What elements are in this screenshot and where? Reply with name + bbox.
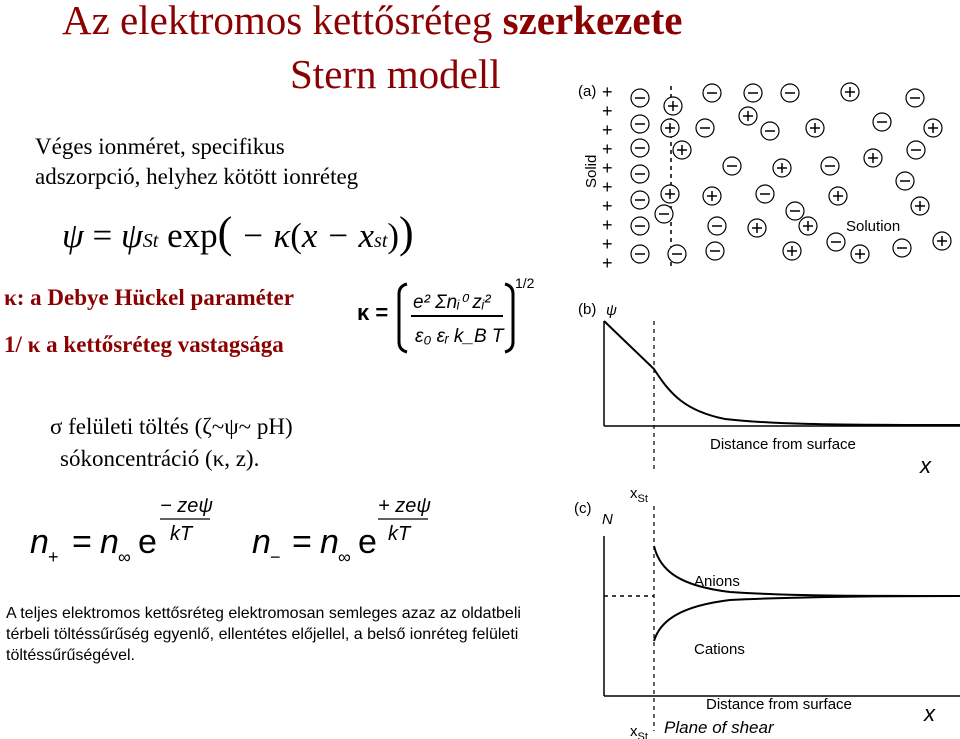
distance-label-c: Distance from surface xyxy=(706,696,852,713)
svg-text:κ =: κ = xyxy=(357,300,389,325)
sigma-line-1: σ felületi töltés (ζ~ψ~ pH) xyxy=(50,414,293,439)
solid-label: Solid xyxy=(583,154,600,188)
anions-label: Anions xyxy=(694,573,740,590)
svg-text:=: = xyxy=(292,523,312,561)
svg-text:n: n xyxy=(252,523,271,561)
surface-plus-charge: + xyxy=(602,177,613,197)
cation-icon xyxy=(748,219,766,237)
surface-plus-charge: + xyxy=(602,82,613,102)
anion-icon xyxy=(706,242,724,260)
xst-label-c: $x_{St}$ xyxy=(630,723,648,739)
surface-plus-charge: + xyxy=(602,253,613,273)
psi-formula: ψ = ψSt exp( − κ(x − xst)) xyxy=(62,208,414,257)
anion-icon xyxy=(723,157,741,175)
intro-line-2: adszorpció, helyhez kötött ionréteg xyxy=(35,164,359,189)
cation-icon xyxy=(911,197,929,215)
kappa-line-2: 1/ κ a kettősréteg vastagsága xyxy=(4,332,284,357)
svg-text:∞: ∞ xyxy=(118,547,131,567)
anion-icon xyxy=(631,245,649,263)
cation-icon xyxy=(806,119,824,137)
svg-text:kT: kT xyxy=(388,523,411,545)
anion-icon xyxy=(786,202,804,220)
anion-icon xyxy=(906,89,924,107)
svg-text:∞: ∞ xyxy=(338,547,351,567)
distance-label-b: Distance from surface xyxy=(710,436,856,453)
anion-icon xyxy=(668,245,686,263)
svg-text:=: = xyxy=(72,523,92,561)
anion-icon xyxy=(696,119,714,137)
cation-icon xyxy=(661,119,679,137)
anion-icon xyxy=(631,191,649,209)
anion-icon xyxy=(631,115,649,133)
anion-icon xyxy=(756,185,774,203)
cation-icon xyxy=(783,242,801,260)
svg-text:ε₀ εᵣ k_B T: ε₀ εᵣ k_B T xyxy=(415,326,504,347)
solution-label: Solution xyxy=(846,218,901,235)
surface-plus-charge: + xyxy=(602,139,613,159)
cation-icon xyxy=(841,83,859,101)
cation-icon xyxy=(933,232,951,250)
panel-a-label: (a) xyxy=(578,83,597,100)
plane-of-shear-label: Plane of shear xyxy=(664,718,774,737)
anion-icon xyxy=(907,141,925,159)
cations-label: Cations xyxy=(694,641,745,658)
cation-icon xyxy=(773,159,791,177)
svg-text:+ zeψ: + zeψ xyxy=(378,495,431,517)
cation-icon xyxy=(664,97,682,115)
x-label-c: x xyxy=(924,701,935,726)
kappa-formula xyxy=(355,272,540,362)
anion-icon xyxy=(781,84,799,102)
cation-curve xyxy=(654,596,960,641)
svg-text:1/2: 1/2 xyxy=(515,275,535,291)
svg-text:n: n xyxy=(320,523,339,561)
anion-icon xyxy=(631,89,649,107)
solution-ions xyxy=(631,83,951,263)
cation-icon xyxy=(851,245,869,263)
svg-text:n: n xyxy=(30,523,49,561)
bottom-note: A teljes elektromos kettősréteg elektromosan semleges azaz az oldatbeli térbeli töltéssűrűség egyenlő, ellentétes előjellel, a belső ionréteg felületi töltéssűrűségével. xyxy=(6,605,521,664)
boltzmann-formulas xyxy=(20,488,440,578)
cation-icon xyxy=(924,119,942,137)
anion-icon xyxy=(761,122,779,140)
surface-plus-charge: + xyxy=(602,215,613,235)
anion-icon xyxy=(708,217,726,235)
surface-plus-charge: + xyxy=(602,120,613,140)
cation-icon xyxy=(739,107,757,125)
anion-icon xyxy=(744,84,762,102)
cation-icon xyxy=(661,185,679,203)
svg-text:e: e xyxy=(138,523,157,561)
anion-icon xyxy=(821,157,839,175)
surface-plus-charge: + xyxy=(602,158,613,178)
svg-text:n: n xyxy=(100,523,119,561)
svg-text:−: − xyxy=(270,547,281,567)
svg-text:e: e xyxy=(358,523,377,561)
cation-icon xyxy=(673,141,691,159)
anion-icon xyxy=(631,165,649,183)
anion-icon xyxy=(896,172,914,190)
page-title xyxy=(62,0,682,44)
svg-text:+: + xyxy=(48,547,59,567)
anion-icon xyxy=(893,239,911,257)
psi-axis-label: ψ xyxy=(606,302,617,319)
anion-icon xyxy=(703,84,721,102)
title-part2: szerkezete xyxy=(502,0,683,43)
cation-icon xyxy=(799,217,817,235)
anion-icon xyxy=(655,205,673,223)
anion-icon xyxy=(873,113,891,131)
anion-icon xyxy=(631,217,649,235)
surface-charges xyxy=(602,82,613,273)
cation-icon xyxy=(829,187,847,205)
svg-text:kT: kT xyxy=(170,523,193,545)
sigma-line-2: sókoncentráció (κ, z). xyxy=(60,446,260,471)
panel-b-label: (b) xyxy=(578,301,597,318)
surface-plus-charge: + xyxy=(602,234,613,254)
svg-text:− zeψ: − zeψ xyxy=(160,495,213,517)
n-axis-label: N xyxy=(602,511,613,528)
cation-icon xyxy=(703,187,721,205)
svg-text:e² Σnᵢ⁰ zᵢ²: e² Σnᵢ⁰ zᵢ² xyxy=(413,292,491,313)
intro-line-1: Véges ionméret, specifikus xyxy=(35,134,285,159)
panel-c-label: (c) xyxy=(574,500,592,517)
kappa-line-1: κ: a Debye Hückel paraméter xyxy=(4,285,294,310)
xst-label-b: $x_{St}$ xyxy=(630,485,648,505)
anion-icon xyxy=(827,233,845,251)
potential-curve xyxy=(604,321,960,425)
surface-plus-charge: + xyxy=(602,101,613,121)
surface-plus-charge: + xyxy=(602,196,613,216)
page-subtitle: Stern modell xyxy=(290,51,501,97)
stern-figure xyxy=(560,76,960,739)
title-part1: Az elektromos kettősréteg xyxy=(62,0,503,43)
x-label-b: x xyxy=(920,453,931,478)
anion-icon xyxy=(631,139,649,157)
cation-icon xyxy=(864,149,882,167)
